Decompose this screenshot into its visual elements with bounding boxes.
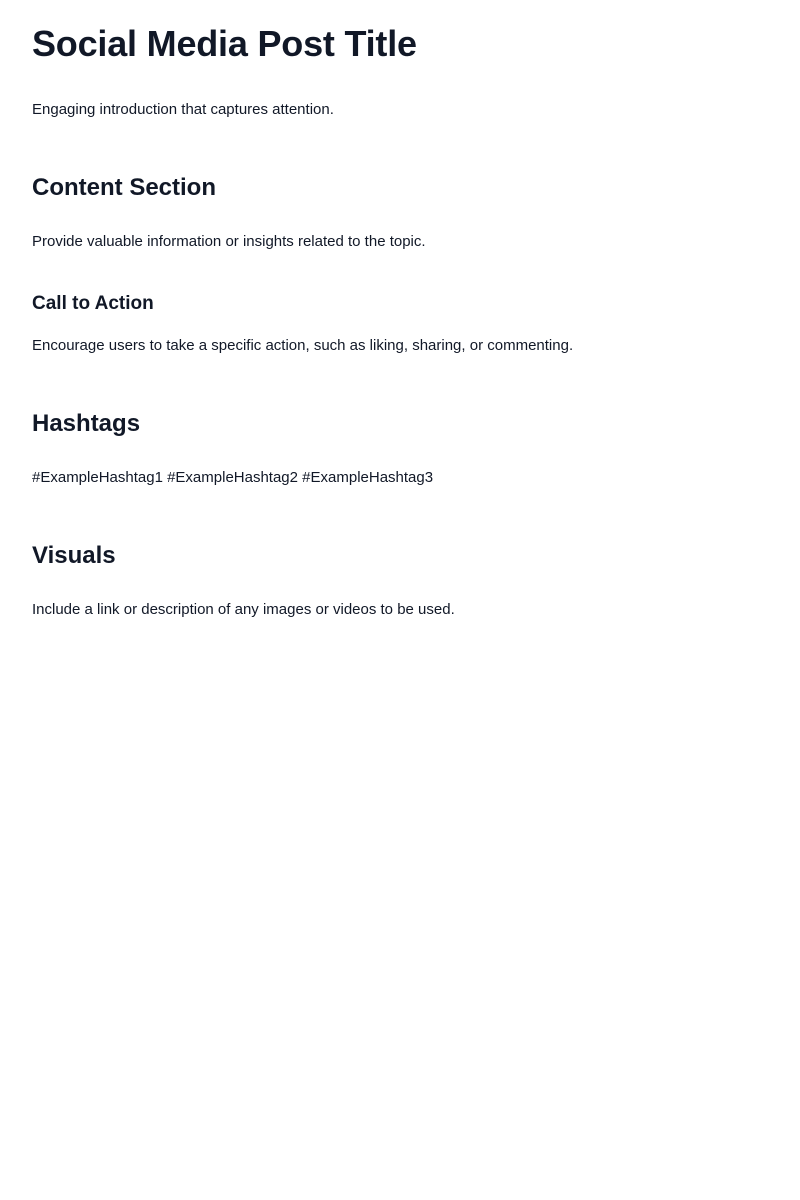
visuals-heading: Visuals [32, 542, 116, 569]
intro-text: Engaging introduction that captures attention. [32, 101, 334, 118]
hashtags-heading: Hashtags [32, 410, 141, 437]
hashtags-text: #ExampleHashtag1 #ExampleHashtag2 #ExampleHashtag3 [32, 469, 434, 486]
visuals-text: Include a link or description of any images or videos to be used. [32, 601, 455, 618]
call-to-action-text: Encourage users to take a specific action, such as liking, sharing, or commenting. [32, 337, 574, 354]
page-title: Social Media Post Title [32, 23, 417, 64]
content-section-heading: Content Section [32, 174, 216, 201]
content-section-text: Provide valuable information or insights related to the topic. [32, 233, 426, 250]
call-to-action-heading: Call to Action [32, 293, 154, 314]
